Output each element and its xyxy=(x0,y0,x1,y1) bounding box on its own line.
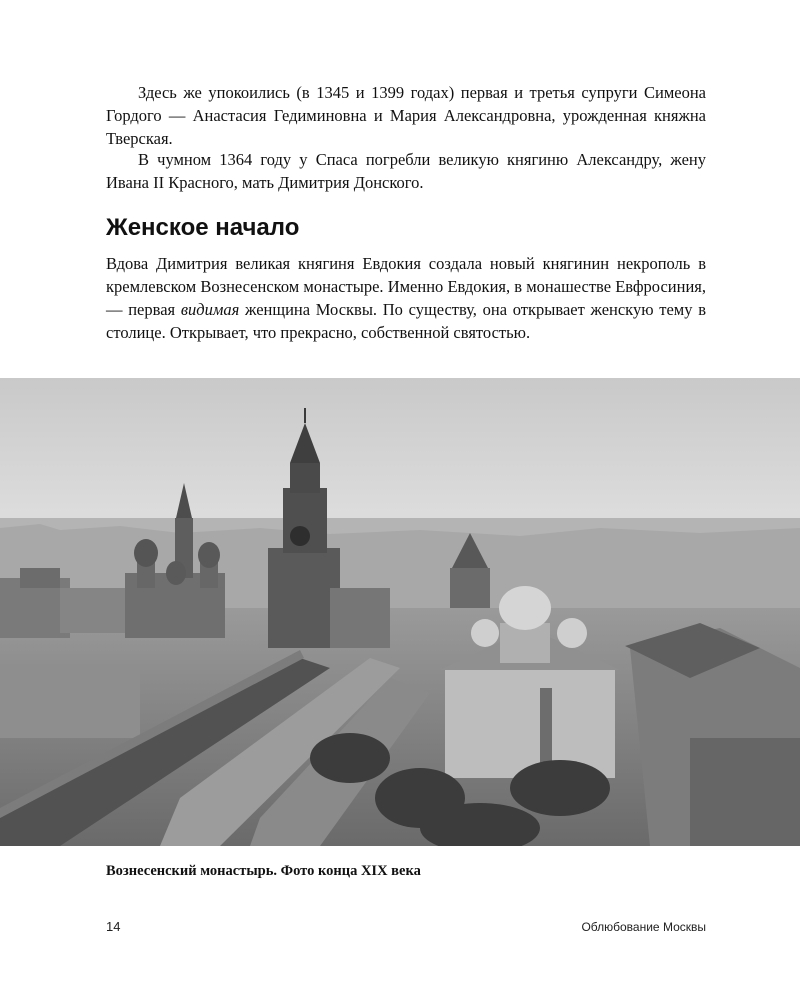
emphasized-word: видимая xyxy=(180,300,240,319)
body-paragraph-2: В чумном 1364 году у Спаса погребли великую княгиню Александру, жену Ивана II Красного, мать Димитрия Донского. xyxy=(106,150,706,192)
kremlin-photo xyxy=(0,378,800,846)
section-paragraph xyxy=(106,252,706,344)
paragraph-text-start: Вдова Димитрия великая княгиня Евдокия создала новый княгинин некрополь в кремлевском Вознесенском монастыре. Именно Евдокия, в монашестве Евфросиния, — первая xyxy=(106,254,706,319)
section-heading: Женское начало xyxy=(106,214,300,241)
body-paragraph-1: Здесь же упокоились (в 1345 и 1399 годах) первая и третья супруги Симеона Гордого — Анастасия Гедиминовна и Мария Александровна, урожденная княжна Тверская. xyxy=(106,83,706,148)
paragraph-text-end: женщина Москвы. По существу, она открывает женскую тему в столице. Открывает, что прекрасно, собственной святостью. xyxy=(106,300,707,342)
page-number: 14 xyxy=(106,919,121,934)
running-title: Облюбование Москвы xyxy=(581,920,706,934)
figure-caption: Вознесенский монастырь. Фото конца XIX века xyxy=(106,863,421,879)
sky xyxy=(0,378,800,528)
